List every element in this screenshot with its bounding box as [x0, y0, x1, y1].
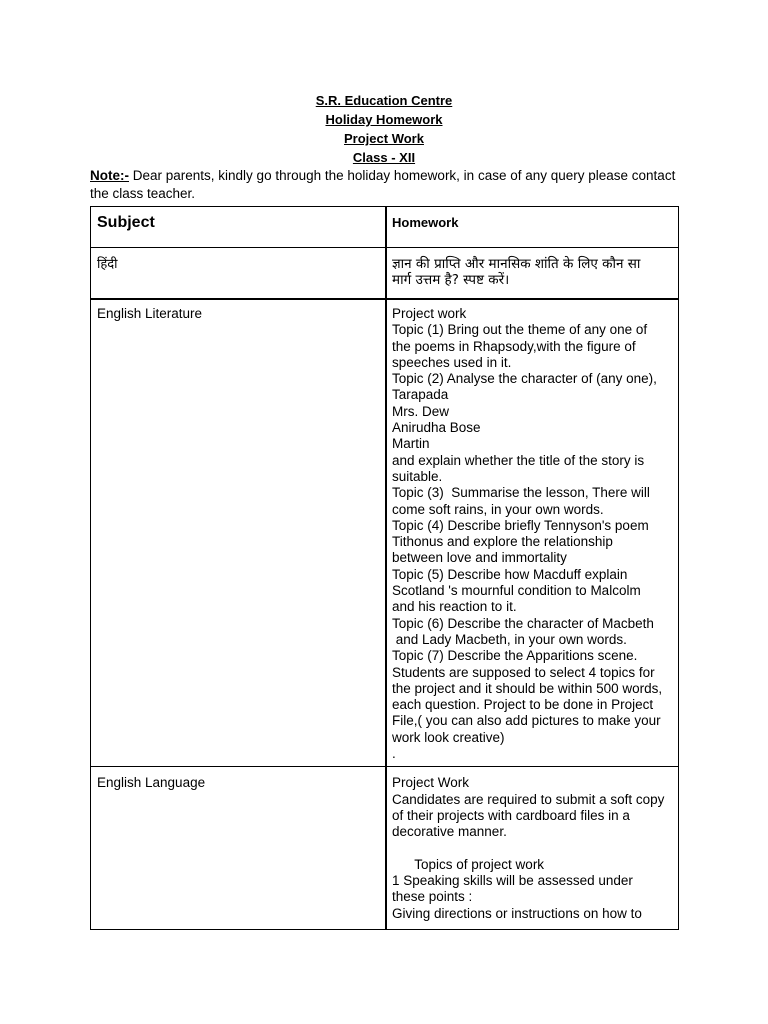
homework-line: Mrs. Dew [392, 403, 449, 419]
homework-line: 1 Speaking skills will be assessed under [392, 873, 633, 889]
note-label: Note:- [90, 168, 129, 183]
subject-cell [91, 299, 387, 767]
homework-line: Topic (4) Describe briefly Tennyson's poem [392, 517, 649, 533]
homework-line: and his reaction to it. [392, 599, 517, 615]
homework-line: Topic (2) Analyse the character of (any one), [392, 371, 657, 387]
homework-line [392, 841, 672, 857]
subject-english-language: English Language [97, 775, 206, 791]
homework-line: Topic (3) Summarise the lesson, There will [392, 485, 650, 501]
school-name: S.R. Education Centre [315, 93, 453, 108]
document-title: Holiday Homework [325, 112, 443, 127]
homework-line: Scotland 's mournful condition to Malcolm [392, 583, 641, 599]
homework-line: ज्ञान की प्राप्ति और मानसिक शांति के लिए कौन सा [392, 256, 641, 272]
homework-line: मार्ग उत्तम है? स्पष्ट करें। [392, 272, 510, 289]
homework-line: come soft rains, in your own words. [392, 501, 604, 517]
homework-line: suitable. [392, 468, 443, 484]
homework-line: Tithonus and explore the relationship [392, 534, 613, 550]
homework-line: decorative manner. [392, 824, 507, 840]
document-header [90, 91, 678, 167]
homework-hindi [392, 256, 672, 289]
table-row [91, 767, 679, 930]
document-subtitle: Project Work [344, 131, 424, 146]
note-paragraph [90, 167, 678, 203]
subject-english-literature: English Literature [97, 306, 203, 321]
homework-line: Topics of project work [392, 856, 545, 872]
subject-header: Subject [97, 214, 155, 231]
homework-english-language [392, 775, 672, 922]
homework-line: Topic (5) Describe how Macduff explain [392, 566, 628, 582]
subject-hindi: हिंदी [97, 257, 118, 272]
homework-line: Students are supposed to select 4 topics for [392, 664, 655, 680]
homework-line: Topic (6) Describe the character of Macbeth [392, 615, 654, 631]
subject-cell [91, 767, 387, 930]
homework-line: of their projects with cardboard files in a [392, 807, 630, 823]
homework-line: Topic (1) Bring out the theme of any one of [392, 322, 648, 338]
class-label: Class - XII [352, 150, 416, 165]
homework-line: each question. Project to be done in Project [392, 697, 654, 713]
homework-header-cell [386, 207, 679, 248]
homework-line: and Lady Macbeth, in your own words. [392, 631, 627, 647]
homework-cell [386, 248, 679, 300]
homework-line: Tarapada [392, 387, 449, 403]
homework-english-literature [392, 306, 672, 762]
homework-line: Martin [392, 436, 430, 452]
homework-line: the project and it should be within 500 words, [392, 680, 663, 696]
table-row [91, 299, 679, 767]
subject-cell [91, 248, 387, 300]
table-header-row [91, 207, 679, 248]
homework-line: Giving directions or instructions on how to [392, 905, 642, 921]
table-row [91, 248, 679, 300]
homework-line: speeches used in it. [392, 354, 512, 370]
homework-line: Project Work [392, 775, 470, 791]
homework-line: the poems in Rhapsody,with the figure of [392, 338, 636, 354]
homework-line: Candidates are required to submit a soft copy [392, 791, 665, 807]
note-text: Dear parents, kindly go through the holiday homework, in case of any query please contact the class teacher. [90, 168, 676, 201]
homework-header: Homework [392, 215, 459, 230]
homework-cell [386, 299, 679, 767]
homework-table [90, 206, 679, 930]
homework-cell [386, 767, 679, 930]
homework-line: Topic (7) Describe the Apparitions scene. [392, 648, 638, 664]
homework-line: File,( you can also add pictures to make your [392, 713, 661, 729]
homework-line: and explain whether the title of the story is [392, 452, 645, 468]
homework-line: Anirudha Bose [392, 420, 481, 436]
homework-line: Project work [392, 306, 467, 321]
homework-line: . [392, 746, 396, 762]
homework-line: work look creative) [392, 729, 505, 745]
subject-header-cell [91, 207, 387, 248]
homework-line: between love and immortality [392, 550, 567, 566]
homework-line: these points : [392, 889, 473, 905]
